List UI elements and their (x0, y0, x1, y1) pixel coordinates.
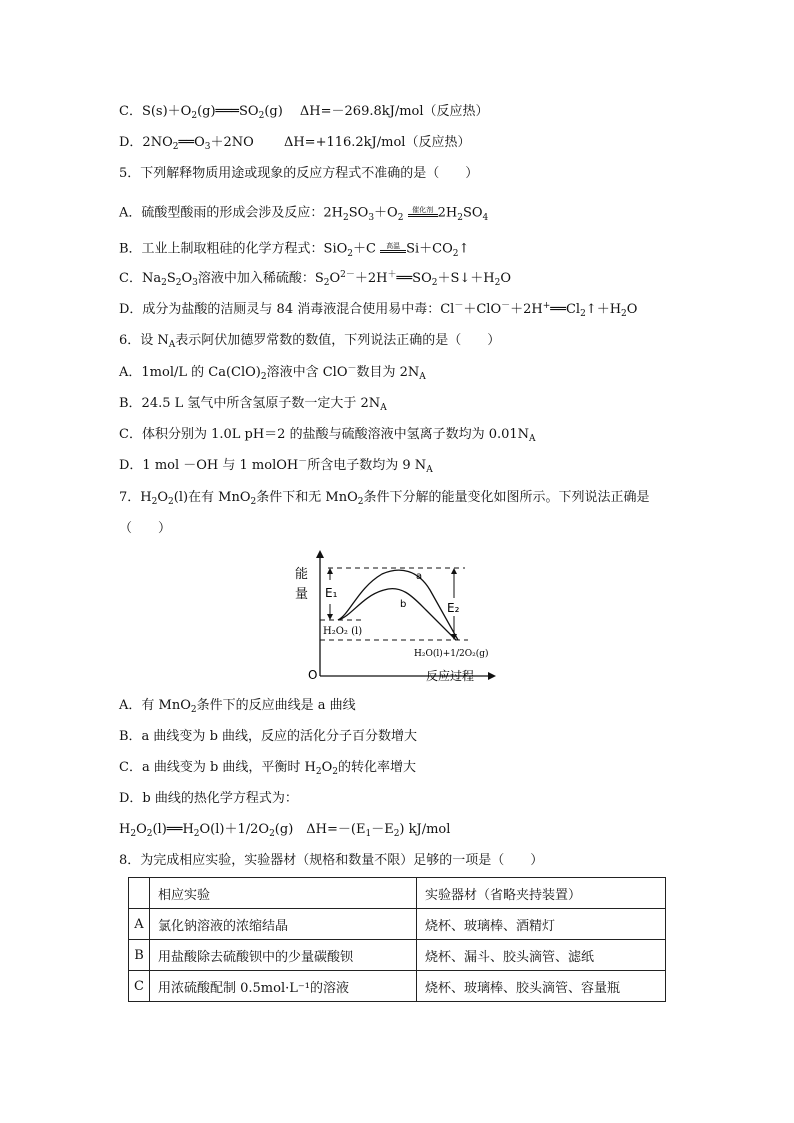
question-6-option-b: B．24.5 L 氢气中所含氢原子数一定大于 $2N_A$ (119, 396, 387, 413)
experiment-table (128, 877, 666, 1002)
table-cell: A (129, 909, 150, 940)
energy-profile-diagram (290, 548, 512, 688)
question-7-stem: 7．$H_2O_2(l)$在有 MnO$_2$条件下和无 MnO$_2$条件下分解的能量变化如图所示。下列说法正确是 (119, 490, 650, 507)
table-header-cell (129, 878, 150, 909)
question-7-option-b: B．a 曲线变为 b 曲线，反应的活化分子百分数增大 (119, 729, 418, 744)
table-cell: 用盐酸除去硫酸钡中的少量碳酸钡 (150, 940, 417, 971)
table-header-cell: 相应实验 (150, 878, 417, 909)
question-6-option-d: D．1 mol －OH 与 1 molOH－所含电子数均为 9 $N_A$ (119, 457, 433, 475)
table-cell: 烧杯、玻璃棒、酒精灯 (417, 909, 666, 940)
table-cell: 烧杯、漏斗、胶头滴管、滤纸 (417, 940, 666, 971)
question-7-option-a: A．有 MnO$_2$条件下的反应曲线是 a 曲线 (119, 698, 356, 715)
y-label-1: 能 (295, 567, 309, 582)
table-cell: C (129, 971, 150, 1002)
table-row (129, 940, 666, 971)
question-8-stem: 8．为完成相应实验，实验器材（规格和数量不限）足够的一项是（ ） (119, 853, 544, 868)
table-header-cell: 实验器材（省略夹持装置） (417, 878, 666, 909)
question-5-option-d: D．成分为盐酸的洁厕灵与 84 消毒液混合使用易中毒：$Cl^-+ClO^-+2H^+══Cl_2↑+H_2O$ (119, 301, 638, 319)
table-cell: 用浓硫酸配制 0.5mol·L⁻¹的溶液 (150, 971, 417, 1002)
question-7-option-c: C．a 曲线变为 b 曲线，平衡时 $H_2O_2$的转化率增大 (119, 760, 417, 777)
question-7-stem-continued: （ ） (119, 521, 172, 536)
x-axis-label: 反应过程 (426, 669, 475, 683)
curve-b-label: b (400, 599, 407, 610)
option-c-line: C．$S(s)+O_2(g)═══SO_2(g)$ ΔH=－269.8kJ/mol（反应热） (119, 104, 489, 121)
curve-a-label: a (416, 571, 423, 582)
table-row (129, 909, 666, 940)
origin-label: O (308, 668, 318, 682)
y-axis-arrow (316, 550, 324, 558)
high-temperature-arrow: 高温 (380, 240, 406, 258)
question-5-stem: 5．下列解释物质用途或现象的反应方程式不准确的是（ ） (119, 166, 479, 181)
e2-label: E₂ (447, 601, 460, 615)
question-6-option-c: C．体积分别为 1.0L pH＝2 的盐酸与硫酸溶液中氢离子数均为 $0.01N_A$ (119, 427, 536, 444)
reactant-label: H₂O₂ (l) (323, 626, 363, 637)
table-cell: 烧杯、玻璃棒、胶头滴管、容量瓶 (417, 971, 666, 1002)
question-5-option-a: A．硫酸型酸雨的形成会涉及反应：$2H_2SO_3+O_2$ 催化剂 $2H_2SO_4$ (119, 205, 489, 223)
question-6-stem: 6．设 $N_A$表示阿伏加德罗常数的数值，下列说法正确的是（ ） (119, 333, 501, 350)
x-axis-arrow (488, 672, 496, 680)
question-5-option-b: B．工业上制取粗硅的化学方程式：SiO$_2$＋C 高温 $Si+CO_2↑$ (119, 241, 470, 259)
question-7-option-d: D．b 曲线的热化学方程式为： (119, 791, 298, 806)
table-row (129, 971, 666, 1002)
product-label: H₂O(l)+1/2O₂(g) (414, 649, 489, 659)
question-7-equation: $H_2O_2(l)══H_2O(l)+1/2O_2(g)$ $\Delta H=-(E_1-E_2)$ kJ/mol (119, 822, 451, 839)
table-cell: 氯化钠溶液的浓缩结晶 (150, 909, 417, 940)
question-6-option-a: A．1mol/L 的 $Ca(ClO)_2$溶液中含 ClO－数目为 $2N_A$ (119, 364, 426, 382)
option-d-line: D．$2NO_2══O_3+2NO$ ΔH=+116.2kJ/mol（反应热） (119, 135, 471, 152)
y-label-2: 量 (295, 587, 309, 602)
table-header-row (129, 878, 666, 909)
question-5-option-c: C．$Na_2S_2O_3$溶液中加入稀硫酸：$S_2O^{2-}+2H^+══SO_2+S↓+H_2O$ (119, 270, 512, 288)
table-cell: B (129, 940, 150, 971)
e1-label: E₁ (325, 586, 338, 600)
catalyst-arrow: 催化剂 (408, 204, 438, 222)
